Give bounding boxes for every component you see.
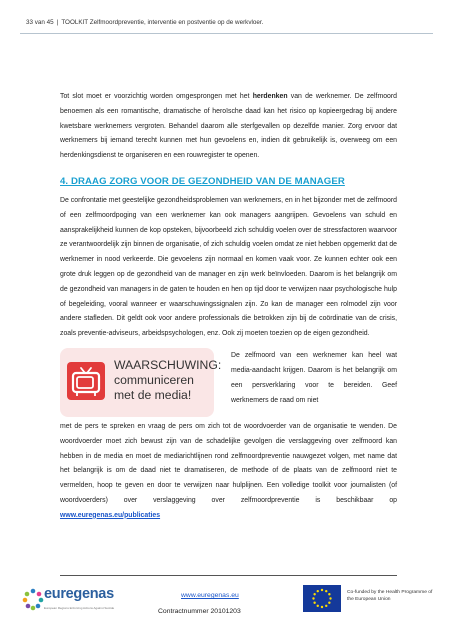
intro-bold: herdenken xyxy=(252,93,288,100)
eu-star xyxy=(317,605,319,607)
logo-tagline: European Regions Enforcing Actions Against Suicide xyxy=(44,606,115,610)
eu-star xyxy=(328,602,330,604)
logo-wordmark: euregenas xyxy=(44,586,114,602)
intro-paragraph xyxy=(60,90,397,164)
logo-mark-icon xyxy=(22,587,44,611)
tv-icon xyxy=(67,362,105,400)
intro-text-1: Tot slot moet er voorzichtig worden omgesprongen met het xyxy=(60,93,253,100)
header-divider xyxy=(20,33,433,34)
media-side-paragraph: De zelfmoord van een werknemer kan heel wat media-aandacht krijgen. Daarom is het belangrijk om een persverklaring voor te bereiden. Geef werknemers de raad om niet xyxy=(231,351,397,404)
media-side-text xyxy=(231,348,397,408)
intro-text-2: van de werknemer. De zelfmoord benoemen als een romantische, dramatische of heroïsche daad kan het risico op kopieergedrag bij andere kwetsbare werknemers vergroten. Behandel daarom alle sterfgevallen op dezelfde manier. Zorg ervoor dat werknemers bij iemand terecht kunnen met hun gevoelens en, indien dit gebruikelijk is, overweeg om een herdenkingsdienst te organiseren en een rouwregister te openen. xyxy=(60,93,397,160)
footer-divider xyxy=(60,575,397,576)
media-paragraph xyxy=(60,420,397,524)
document-title: TOOLKIT Zelfmoordpreventie, interventie en postventie op de werkvloer. xyxy=(61,19,264,26)
eu-star xyxy=(325,590,327,592)
warning-callout xyxy=(60,348,222,417)
eu-star xyxy=(328,593,330,595)
footer-website-link[interactable]: www.euregenas.eu xyxy=(181,592,239,599)
eu-star xyxy=(325,605,327,607)
media-text: met de pers te spreken en vraag de pers om zich tot de woordvoerder van de organisatie te wenden. De woordvoerder moet zich bewust zijn van de schadelijke gevolgen die verslaggeving over zelfmoord kan hebben in de media en moet de mediarichtlijnen rond zelfmoordpreventie nauwgezet volgen, met name dat het belangrijk is om de daad niet te dramatiseren, de methode of de plaats van de zelfmoord niet te vermelden, hoop te geven en door te verwijzen naar hulplijnen. Een volledige toolkit voor journalisten (of woordvoerders) over verslaggeving over zelfmoordpreventie is beschikbaar op xyxy=(60,422,397,504)
section-paragraph: De confrontatie met geestelijke gezondheidsproblemen van werknemers, en in het bijzonder met de zelfmoord of een zelfmoordpoging van een werknemer kan ook managers aangrijpen. Gevoelens van schuld en aansprakelijkheid kunnen de kop opsteken, bijvoorbeeld zich schuldig voelen over de stressfactoren waarvoor ze verantwoordelijk zijn binnen de organisatie, of zich schuldig voelen omdat ze niet hebben opgemerkt dat de werknemer in nood verkeerde. Die gevoelens zijn normaal en komen vaak voor. Ze kunnen echter ook een grote druk leggen op de gezondheid van de manager en zijn werk beïnvloeden. Daarom is het belangrijk om de gezondheid van managers in de gaten te houden en hen op tijd door te verwijzen naar psychologische hulp of begeleiding, vooral wanneer er waarschuwingssignalen zijn. Zo kan de manager een rolmodel zijn voor andere stafleden. Dit geldt ook voor andere professionals die betrokken zijn bij de coördinatie van de crisis, zoals preventie-adviseurs, arbeidspsychologen, enz. Ook zij moeten toezien op de eigen gezondheid. xyxy=(60,196,397,338)
contract-number: Contractnummer 20101203 xyxy=(158,608,241,615)
header-separator: | xyxy=(56,19,59,26)
publications-link[interactable]: www.euregenas.eu/publicaties xyxy=(60,511,161,519)
eu-star xyxy=(317,590,319,592)
warning-title: WAARSCHUWING: communiceren met de media! xyxy=(114,357,222,402)
warning-row xyxy=(60,348,397,424)
eu-star xyxy=(313,593,315,595)
section-heading: 4. DRAAG ZORG VOOR DE GEZONDHEID VAN DE MANAGER xyxy=(60,175,345,187)
page-header xyxy=(26,19,263,26)
page-content xyxy=(60,90,397,524)
eu-star xyxy=(313,602,315,604)
eu-star xyxy=(312,597,314,599)
euregenas-logo xyxy=(22,586,115,620)
eu-star xyxy=(329,597,331,599)
eu-star xyxy=(321,606,323,608)
eu-funding-text: Co-funded by the Health Programme of the European Union xyxy=(347,590,433,602)
page-number: 33 van 45 xyxy=(26,19,54,26)
eu-star xyxy=(321,589,323,591)
eu-flag-icon xyxy=(303,585,341,612)
